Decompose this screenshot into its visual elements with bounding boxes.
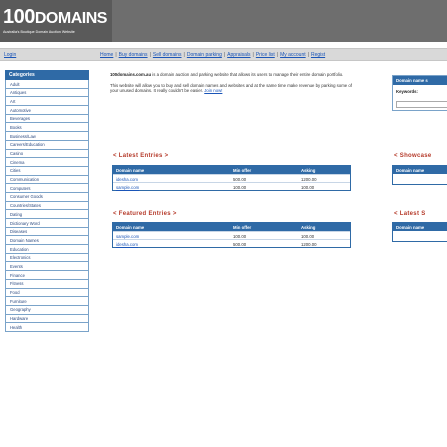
sidebar-item-fitness[interactable]: Fitness — [5, 280, 89, 289]
table-header: Domain name Min offer Asking — [113, 166, 350, 174]
featured-entries-table — [112, 222, 351, 248]
intro-paragraph-1: 100domains.com.au is a domain auction and parking website that allows its users to manage their entire domain portfolio. — [110, 72, 344, 77]
sidebar-item-events[interactable]: Events — [5, 262, 89, 271]
table-row: sample.com 100.00 100.00 — [113, 182, 350, 190]
table-header: Domain name — [393, 223, 447, 231]
nav-sell-domains-link[interactable]: Sell domains — [152, 52, 182, 58]
sidebar-item-health[interactable]: Health — [5, 323, 89, 332]
sidebar-item-hardware[interactable]: Hardware — [5, 315, 89, 324]
sidebar-item-dictionary-word[interactable]: Dictionary Word — [5, 219, 89, 228]
top-navbar — [0, 48, 447, 61]
intro-paragraph-2: This website will allow you to buy and sell domain names and websites and at the same time make revenue by parking some of your unused domains. It really couldn't be easier. Join now! — [110, 83, 352, 94]
login-link[interactable]: Login — [4, 52, 17, 58]
table-row: sample.com 100.00 100.00 — [113, 231, 350, 239]
sidebar-item-computers[interactable]: Computers — [5, 184, 89, 193]
sidebar-item-diseases[interactable]: Diseases — [5, 228, 89, 237]
nav-home-link[interactable]: Home — [100, 52, 114, 58]
site-logo[interactable]: 100DOMAINS — [3, 6, 107, 28]
nav-my-account-link[interactable]: My account — [280, 52, 306, 58]
latest-sales-table — [392, 222, 447, 242]
sidebar-item-communication[interactable]: Communication — [5, 176, 89, 185]
showcase-table — [392, 165, 447, 185]
nav-links: Home | Buy domains | Sell domains | Domain parking | Appraisals | Price list | My account | Regist — [100, 52, 326, 58]
sidebar-item-careers-education[interactable]: Careers/Education — [5, 141, 89, 150]
domain-link[interactable]: idesha.com — [116, 242, 138, 247]
latest-entries-title: < Latest Entries > — [113, 153, 169, 159]
sidebar-item-dating[interactable]: Dating — [5, 210, 89, 219]
sidebar-item-education[interactable]: Education — [5, 245, 89, 254]
nav-buy-domains-link[interactable]: Buy domains — [118, 52, 148, 58]
intro-text — [110, 72, 355, 94]
domain-search-box — [392, 75, 447, 111]
sidebar-item-countries-states[interactable]: Countries/States — [5, 202, 89, 211]
categories-title: Categories — [5, 70, 89, 80]
sidebar-item-adult[interactable]: Adult — [5, 80, 89, 89]
logo-area[interactable] — [0, 0, 112, 42]
table-row: idesha.com 500.00 1200.00 — [113, 239, 350, 247]
table-header: Domain name — [393, 166, 447, 174]
site-tagline: Australia's Boutique Domain Auction Website — [3, 30, 75, 34]
nav-price-list-link[interactable]: Price list — [255, 52, 275, 58]
sidebar-item-finance[interactable]: Finance — [5, 271, 89, 280]
keywords-input[interactable] — [396, 101, 447, 108]
domain-search-title: Domain name s — [393, 76, 447, 85]
sidebar-item-casino[interactable]: Casino — [5, 150, 89, 159]
sidebar-item-automotive[interactable]: Automotive — [5, 106, 89, 115]
site-header — [0, 0, 447, 42]
table-header: Domain name Min offer Asking — [113, 223, 350, 231]
nav-appraisals-link[interactable]: Appraisals — [227, 52, 251, 58]
sidebar-item-antiques[interactable]: Antiques — [5, 89, 89, 98]
domain-link[interactable]: sample.com — [116, 185, 140, 190]
sidebar-item-food[interactable]: Food — [5, 289, 89, 298]
keywords-label: Keywords: — [396, 89, 418, 94]
sidebar-item-cities[interactable]: Cities — [5, 167, 89, 176]
sidebar-item-furniture[interactable]: Furniture — [5, 297, 89, 306]
domain-link[interactable]: idesha.com — [116, 177, 138, 182]
nav-register-link[interactable]: Regist — [310, 52, 326, 58]
sidebar-item-domain-names[interactable]: Domain Names — [5, 236, 89, 245]
sidebar-item-art[interactable]: Art — [5, 97, 89, 106]
featured-entries-title: < Featured Entries > — [113, 211, 177, 217]
domain-link[interactable]: sample.com — [116, 234, 140, 239]
nav-domain-parking-link[interactable]: Domain parking — [186, 52, 222, 58]
sidebar-item-beverages[interactable]: Beverages — [5, 115, 89, 124]
latest-entries-table — [112, 165, 351, 191]
join-now-link[interactable]: Join now! — [204, 88, 223, 94]
table-row: idesha.com 500.00 1200.00 — [113, 174, 350, 182]
categories-sidebar — [5, 70, 89, 332]
sidebar-item-books[interactable]: Books — [5, 123, 89, 132]
showcase-title: < Showcase — [394, 153, 432, 159]
sidebar-item-geography[interactable]: Geography — [5, 306, 89, 315]
sidebar-item-consumer-goods[interactable]: Consumer Goods — [5, 193, 89, 202]
sidebar-item-business-law[interactable]: Business/Law — [5, 132, 89, 141]
sidebar-item-electronics[interactable]: Electronics — [5, 254, 89, 263]
sidebar-item-cinema[interactable]: Cinema — [5, 158, 89, 167]
latest-sales-title: < Latest S — [394, 211, 426, 217]
